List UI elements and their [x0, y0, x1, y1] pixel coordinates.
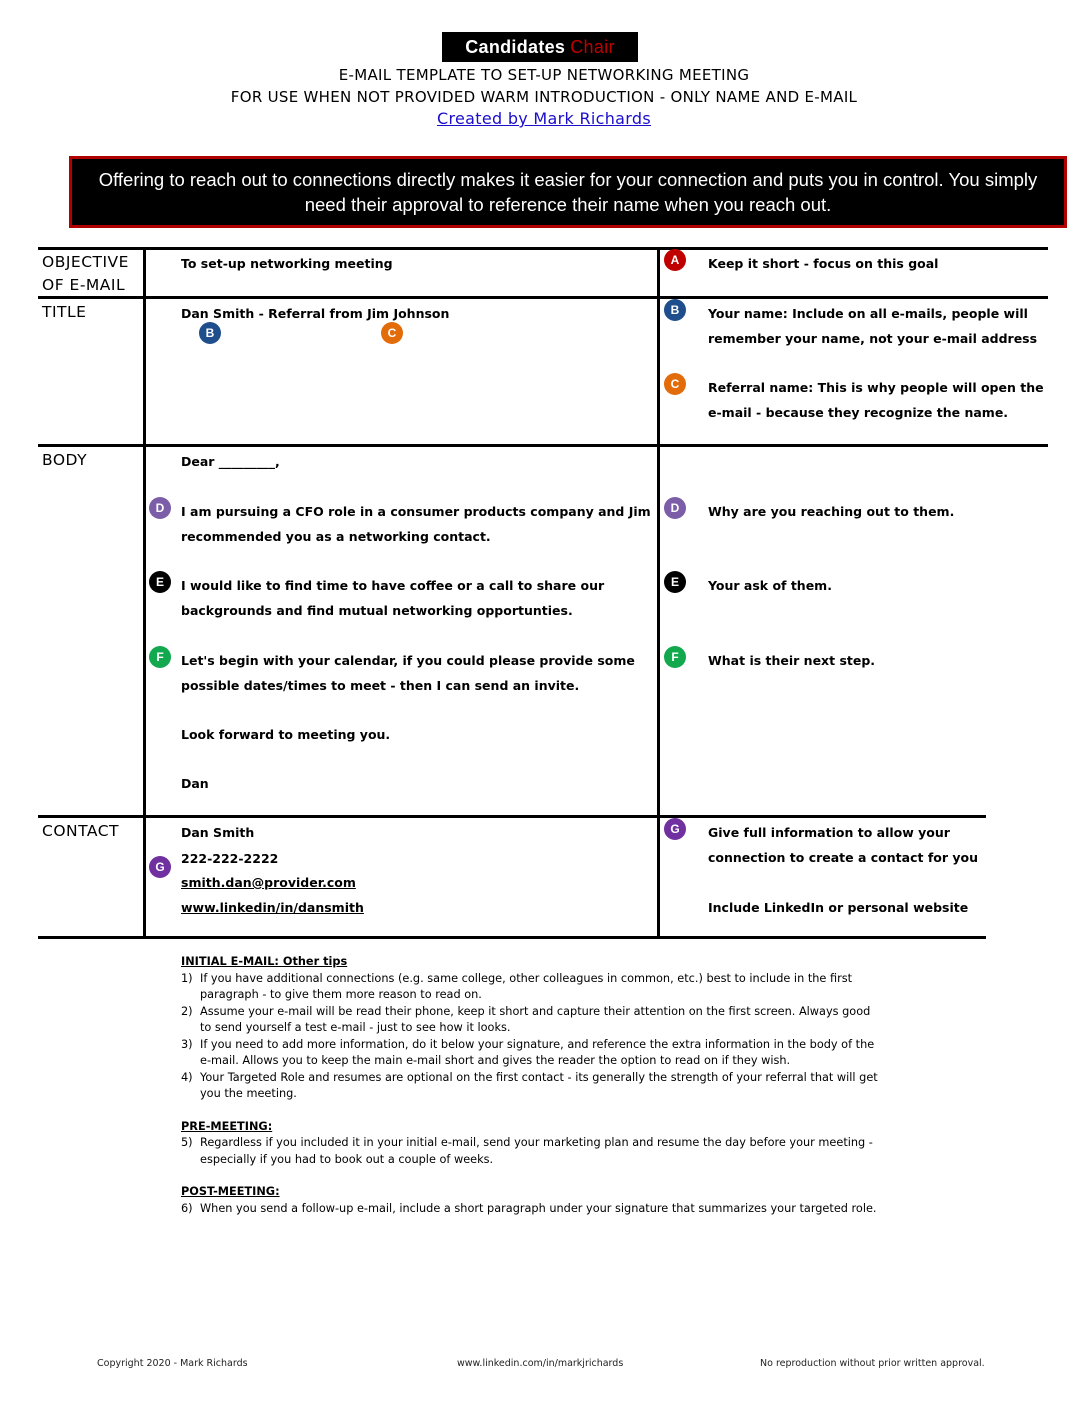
body-signature: Dan: [181, 776, 209, 791]
title-content: Dan Smith - Referral from Jim Johnson: [181, 306, 450, 321]
body-paragraph-e-line2: backgrounds and find mutual networking opportunties.: [181, 603, 573, 618]
tip-number: 1): [181, 971, 193, 985]
objective-content: To set-up networking meeting: [181, 256, 393, 271]
body-closing: Look forward to meeting you.: [181, 727, 391, 742]
title-note-b-line1: Your name: Include on all e-mails, people will: [708, 306, 1028, 321]
contact-note: [708, 820, 978, 870]
title-note-your-name: [708, 301, 1037, 351]
tip-text-line2: you the meeting.: [200, 1087, 297, 1100]
tip-text-line2: e-mail. Allows you to keep the main e-mail short and gives the reader the option to read on if they wish.: [200, 1054, 791, 1067]
row-label-body: BODY: [42, 451, 88, 469]
badge-c-icon: C: [381, 322, 403, 344]
candidates-chair-logo: [442, 32, 638, 62]
body-paragraph-ask: [181, 573, 604, 623]
badge-d-note-icon: D: [664, 497, 686, 519]
column-divider-notes: [657, 247, 660, 939]
row-label-objective-line2: OF E-MAIL: [42, 276, 126, 294]
tips-heading-post-meeting: POST-MEETING:: [181, 1185, 280, 1198]
tip-text: [200, 1037, 874, 1070]
tip-item: [181, 1004, 941, 1037]
body-paragraph-next-step: [181, 648, 635, 698]
tip-number: 2): [181, 1004, 193, 1018]
tip-text: [200, 971, 852, 1004]
row-label-title: TITLE: [42, 303, 87, 321]
contact-note-line1: Give full information to allow your: [708, 825, 950, 840]
body-paragraph-reason: [181, 499, 651, 549]
tip-item: [181, 971, 941, 1004]
badge-f-note-icon: F: [664, 646, 686, 668]
tip-text-line1: If you need to add more information, do it below your signature, and reference the extra information in the body of the: [200, 1037, 875, 1051]
page-title-line-2: FOR USE WHEN NOT PROVIDED WARM INTRODUCTION - ONLY NAME AND E-MAIL: [230, 88, 858, 106]
tip-text: [200, 1070, 878, 1103]
footer-copyright: Copyright 2020 - Mark Richards: [97, 1358, 248, 1369]
body-greeting: Dear _________,: [181, 454, 280, 469]
objective-note: Keep it short - focus on this goal: [708, 256, 939, 271]
row-label-contact: CONTACT: [42, 822, 120, 840]
row-divider-body-contact: [38, 815, 986, 818]
tip-text-line2: paragraph - to give them more reason to read on.: [200, 988, 482, 1001]
tips-heading-pre-meeting: PRE-MEETING:: [181, 1119, 273, 1133]
spacer: [181, 1103, 941, 1119]
tip-text: [200, 1004, 870, 1037]
logo-word-candidates: Candidates: [465, 36, 566, 57]
contact-note-line2: connection to create a contact for you: [708, 850, 978, 865]
tip-item: [181, 1070, 941, 1103]
tip-text: [200, 1135, 873, 1168]
tip-text: When you send a follow-up e-mail, include a short paragraph under your signature that summarizes your targeted role.: [200, 1201, 877, 1215]
tip-text-line2: especially if you had to book out a couple of weeks.: [200, 1152, 494, 1166]
footer-linkedin-link[interactable]: www.linkedin.com/in/markjrichards: [457, 1358, 624, 1369]
spacer: [181, 1168, 941, 1184]
body-paragraph-d-line2: recommended you as a networking contact.: [181, 529, 491, 544]
contact-phone: 222-222-2222: [181, 851, 279, 866]
table-top-rule: [38, 247, 1048, 250]
tip-text-line1: If you have additional connections (e.g. same college, other colleagues in common, etc.) best to include in the first: [200, 971, 853, 985]
footer-notice: No reproduction without prior written approval.: [760, 1358, 985, 1369]
badge-b-note-icon: B: [664, 299, 686, 321]
logo-word-chair: Chair: [570, 36, 615, 57]
column-divider-label: [143, 247, 146, 939]
badge-b-icon: B: [199, 322, 221, 344]
body-note-f: What is their next step.: [708, 653, 876, 668]
tip-text-line1: Assume your e-mail will be read their phone, keep it short and capture their attention on the first screen. Always good: [200, 1004, 871, 1018]
badge-g-icon: G: [149, 856, 171, 878]
badge-g-note-icon: G: [664, 818, 686, 840]
badge-e-note-icon: E: [664, 571, 686, 593]
contact-note-linkedin: Include LinkedIn or personal website: [708, 900, 969, 915]
tip-number: 5): [181, 1136, 193, 1149]
table-bottom-rule: [38, 936, 986, 939]
badge-f-icon: F: [149, 646, 171, 668]
body-note-d: Why are you reaching out to them.: [708, 504, 955, 519]
body-paragraph-f-line2: possible dates/times to meet - then I can send an invite.: [181, 678, 580, 693]
row-label-objective: [42, 251, 129, 297]
badge-c-note-icon: C: [664, 373, 686, 395]
tip-text-line1: Your Targeted Role and resumes are optional on the first contact - its generally the strength of your referral that will get: [200, 1070, 878, 1084]
contact-linkedin-link[interactable]: www.linkedin/in/dansmith: [181, 900, 364, 915]
tip-item: [181, 1201, 941, 1218]
row-divider-objective-title: [38, 296, 1048, 299]
badge-d-icon: D: [149, 497, 171, 519]
contact-name: Dan Smith: [181, 825, 255, 840]
title-note-referral-name: [708, 375, 1044, 425]
body-paragraph-f-line1: Let's begin with your calendar, if you could please provide some: [181, 653, 635, 668]
title-note-c-line1: Referral name: This is why people will open the: [708, 380, 1044, 395]
badge-e-icon: E: [149, 571, 171, 593]
title-note-b-line2: remember your name, not your e-mail address: [708, 331, 1038, 346]
body-paragraph-e-line1: I would like to find time to have coffee or a call to share our: [181, 578, 605, 593]
tip-text-line2: to send yourself a test e-mail - just to see how it looks.: [200, 1021, 511, 1034]
title-note-c-line2: e-mail - because they recognize the name.: [708, 405, 1009, 420]
tip-item: [181, 1037, 941, 1070]
tip-banner-text: Offering to reach out to connections directly makes it easier for your connection and puts you in control. You simply need their approval to reference their name when you reach out.: [98, 169, 1038, 215]
tip-number: 4): [181, 1070, 193, 1084]
tips-heading-initial: INITIAL E-MAIL: Other tips: [181, 955, 348, 968]
author-link[interactable]: Created by Mark Richards: [437, 109, 651, 128]
page-title-line-1: E-MAIL TEMPLATE TO SET-UP NETWORKING MEETING: [338, 66, 750, 84]
row-label-objective-line1: OBJECTIVE: [42, 253, 129, 271]
tip-banner: [69, 156, 1067, 228]
row-divider-title-body: [38, 444, 1048, 447]
contact-email-link[interactable]: smith.dan@provider.com: [181, 875, 356, 890]
body-note-e: Your ask of them.: [708, 578, 832, 593]
tips-section: [181, 954, 941, 1217]
tip-number: 6): [181, 1201, 193, 1215]
tip-number: 3): [181, 1037, 193, 1051]
body-paragraph-d-line1: I am pursuing a CFO role in a consumer products company and Jim: [181, 504, 651, 519]
tip-item: [181, 1135, 941, 1168]
tip-text-line1: Regardless if you included it in your initial e-mail, send your marketing plan and resume the day before your meeting -: [200, 1136, 873, 1149]
badge-a-icon: A: [664, 249, 686, 271]
